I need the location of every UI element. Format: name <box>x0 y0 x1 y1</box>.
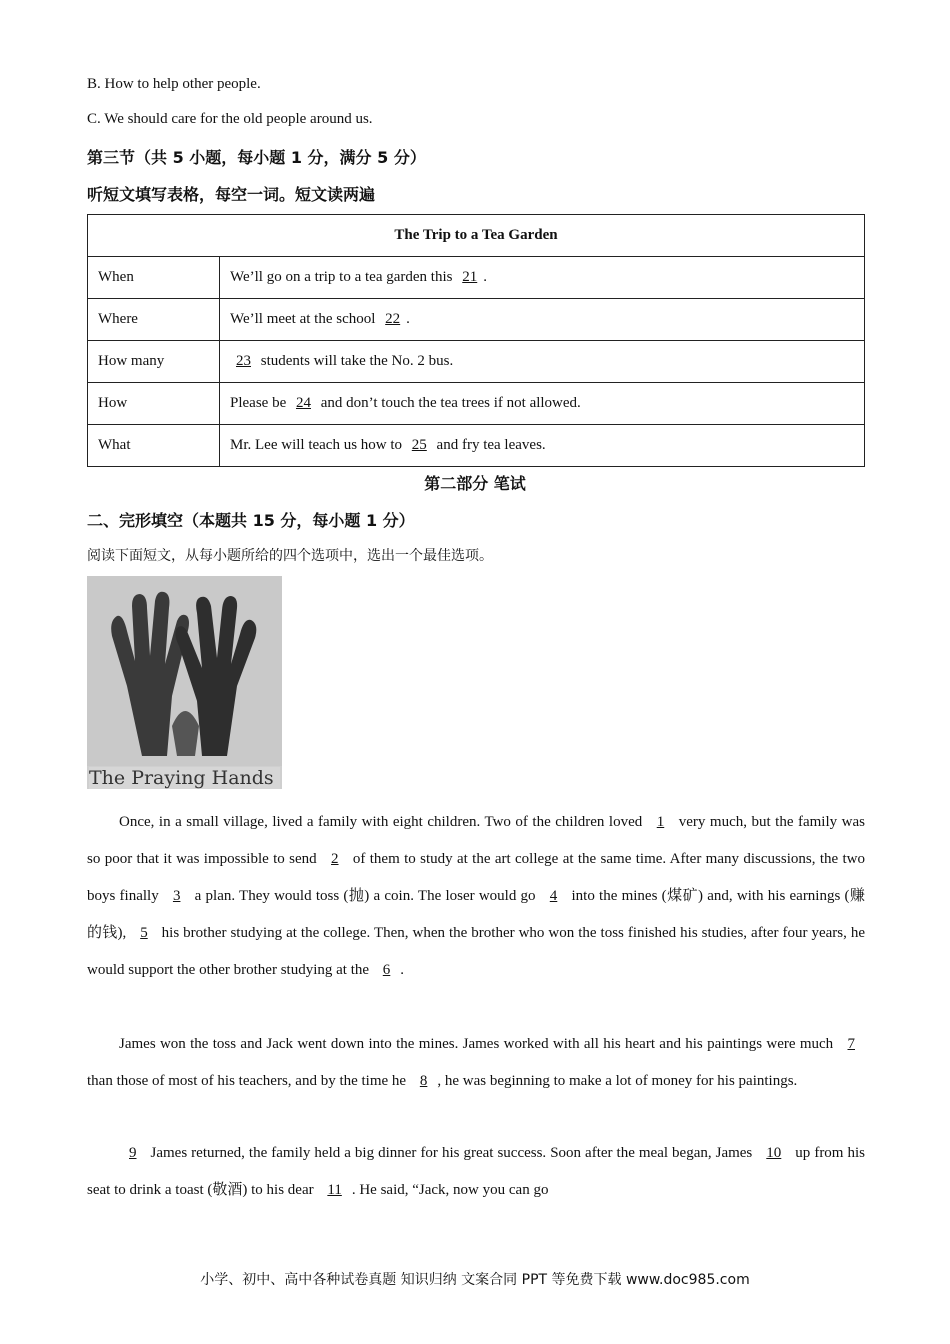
cloze-blank[interactable]: 7 <box>847 1036 855 1052</box>
cloze-heading: 二、完形填空（本题共 15 分，每小题 1 分） <box>87 511 415 530</box>
option-c: C. We should care for the old people around us. <box>87 111 373 127</box>
cloze-blank[interactable]: 9 <box>129 1145 137 1161</box>
cloze-blank[interactable]: 2 <box>331 851 339 867</box>
row-label: What <box>88 425 220 467</box>
answer-blank[interactable]: 22 <box>385 311 401 327</box>
part2-title: 第二部分 笔试 <box>424 474 526 493</box>
answer-blank[interactable]: 25 <box>411 437 427 453</box>
praying-hands-icon <box>87 576 282 766</box>
cloze-blank[interactable]: 5 <box>140 925 148 941</box>
image-caption: The Praying Hands <box>89 767 280 789</box>
page-footer: 小学、初中、高中各种试卷真题 知识归纳 文案合同 PPT 等免费下载 www.doc985.com <box>200 1272 750 1288</box>
cloze-blank[interactable]: 10 <box>766 1145 782 1161</box>
section3-instruction: 听短文填写表格，每空一词。短文读两遍 <box>87 185 376 204</box>
table-title: The Trip to a Tea Garden <box>88 215 865 257</box>
cloze-blank[interactable]: 8 <box>419 1073 428 1089</box>
table-row <box>88 383 865 425</box>
table-row <box>88 425 865 467</box>
row-content: 23 students will take the No. 2 bus. <box>220 341 865 383</box>
row-label: How <box>88 383 220 425</box>
cloze-blank[interactable]: 11 <box>327 1182 342 1198</box>
cloze-paragraph-1: Once, in a small village, lived a family with eight children. Two of the children loved 1 very much, but the family was so poor that it was impossible to send 2 of them to study at the art college at the same time. After many discussions, the two boys finally 3 a plan. They would toss (抛) a coin. The loser would go 4 into the mines (煤矿) and, with his earnings (赚的钱), 5 his brother studying at the college. Then, when the brother who won the toss finished his studies, after four years, he would support the other brother studying at the 6 . <box>87 814 866 978</box>
row-content: We’ll go on a trip to a tea garden this 21 . <box>220 257 865 299</box>
row-label: How many <box>88 341 220 383</box>
trip-table <box>87 214 865 467</box>
row-content: Please be 24 and don’t touch the tea trees if not allowed. <box>220 383 865 425</box>
cloze-instruction: 阅读下面短文，从每小题所给的四个选项中，选出一个最佳选项。 <box>87 548 493 564</box>
row-content: We’ll meet at the school 22 . <box>220 299 865 341</box>
cloze-blank[interactable]: 4 <box>549 888 558 904</box>
cloze-blank[interactable]: 6 <box>382 962 391 978</box>
praying-hands-image <box>87 576 282 789</box>
answer-blank[interactable]: 23 <box>236 353 251 369</box>
row-label: When <box>88 257 220 299</box>
answer-blank[interactable]: 24 <box>295 395 311 411</box>
option-b: B. How to help other people. <box>87 76 261 92</box>
cloze-blank[interactable]: 1 <box>656 814 665 830</box>
cloze-paragraph-3: 9 James returned, the family held a big dinner for his great success. Soon after the meal began, James 10 up from his seat to drink a toast (敬酒) to his dear 11 . He said, “Jack, now you can go <box>87 1145 865 1198</box>
cloze-blank[interactable]: 3 <box>172 888 181 904</box>
row-content: Mr. Lee will teach us how to 25 and fry tea leaves. <box>220 425 865 467</box>
table-row <box>88 299 865 341</box>
table-row <box>88 341 865 383</box>
answer-blank[interactable]: 21 <box>462 269 478 285</box>
cloze-paragraph-2: James won the toss and Jack went down into the mines. James worked with all his heart and his paintings were much 7 than those of most of his teachers, and by the time he 8 , he was beginning to make a lot of money for his paintings. <box>87 1026 865 1100</box>
section3-heading: 第三节（共 5 小题，每小题 1 分，满分 5 分） <box>87 148 426 167</box>
table-row <box>88 257 865 299</box>
row-label: Where <box>88 299 220 341</box>
